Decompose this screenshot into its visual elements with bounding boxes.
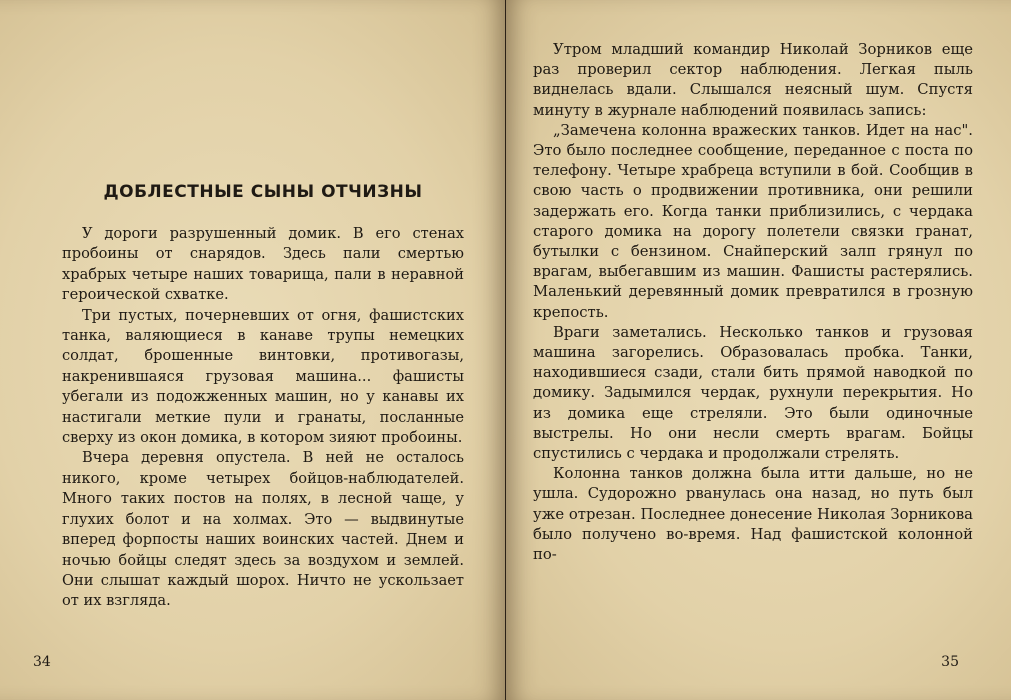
paragraph: Враги заметались. Несколько танков и грузовая машина загорелись. Образовалась пробка. Танки, находившиеся сзади, стали бить прямой наводкой по домику. Задымился чердак, рухнули перекрытия. Но из домика еще стреляли. Это были одиночные выстрелы. Но они несли смерть врагам. Бойцы спустились с чердака и продолжали стрелять.	[533, 323, 973, 463]
page-number: 35	[941, 654, 959, 670]
paragraph: Три пустых, почерневших от огня, фашистских танка, валяющиеся в канаве трупы немецких солдат, брошенные винтовки, противогазы, накренившаяся грузовая машина... фашисты убегали из подожженных машин, но у канавы их настигали меткие пули и гранаты, посланные сверху из окон домика, в котором зияют пробоины.	[62, 306, 464, 447]
right-page	[506, 0, 1011, 700]
paragraph: „Замечена колонна вражеских танков. Идет на нас". Это было последнее сообщение, переданное с поста по телефону. Четыре храбреца вступили в бой. Сообщив в свою часть о продвижении противника, они решили задержать его. Когда танки приблизились, с чердака старого домика на дорогу полетели связки гранат, бутылки с бензином. Снайперский залп грянул по врагам, выбегавшим из машин. Фашисты растерялись. Маленький деревянный домик превратился в грозную крепость.	[533, 121, 973, 321]
paragraph: Колонна танков должна была итти дальше, но не ушла. Судорожно рванулась она назад, но путь был уже отрезан. Последнее донесение Николая Зорникова было получено во-время. Над фашистской колонной по-	[533, 465, 973, 564]
paragraph: Вчера деревня опустела. В ней не осталось никого, кроме четырех бойцов-наблюдателей. Много таких постов на полях, в лесной чаще, у глухих болот и на холмах. Это — выдвинутые вперед форпосты наших воинских частей. Днем и ночью бойцы следят здесь за воздухом и землей. Они слышат каждый шорох. Ничто не ускользает от их взгляда.	[62, 449, 464, 610]
chapter-heading: ДОБЛЕСТНЫЕ СЫНЫ ОТЧИЗНЫ	[103, 182, 423, 202]
left-page-text	[62, 182, 464, 612]
page-number: 34	[33, 654, 51, 670]
paragraph: Утром младший командир Николай Зорников еще раз проверил сектор наблюдения. Легкая пыль виднелась вдали. Слышался неясный шум. Спустя минуту в журнале наблюдений появилась запись:	[533, 41, 973, 119]
left-page	[0, 0, 505, 700]
right-page-text	[533, 40, 973, 565]
paragraph: У дороги разрушенный домик. В его стенах пробоины от снарядов. Здесь пали смертью храбрых четыре наших товарища, пали в неравной героической схватке.	[62, 225, 464, 304]
